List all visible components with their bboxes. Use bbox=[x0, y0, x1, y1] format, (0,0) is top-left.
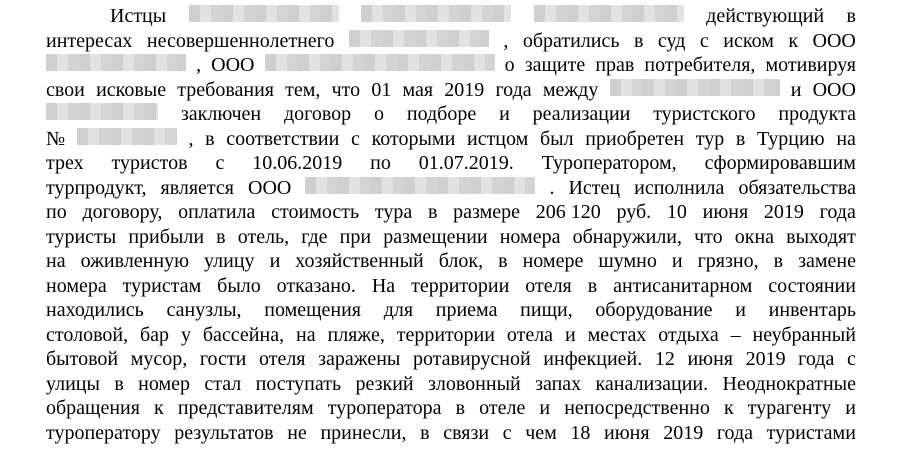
word: пищи, bbox=[520, 299, 573, 321]
word: 12 bbox=[654, 348, 675, 370]
word: в bbox=[216, 225, 226, 248]
word: к bbox=[723, 397, 734, 419]
word: и bbox=[269, 250, 281, 272]
word: туристами bbox=[766, 421, 856, 444]
word: пляже, bbox=[327, 323, 385, 346]
word: соответствии bbox=[226, 127, 340, 150]
word: действующий bbox=[706, 5, 825, 27]
word: находились bbox=[46, 299, 144, 321]
word: отеля bbox=[525, 274, 572, 297]
word: требования bbox=[177, 78, 274, 101]
word: истцом bbox=[466, 127, 529, 150]
word: 2019 bbox=[745, 348, 786, 370]
word: территории bbox=[396, 323, 495, 346]
word: турпродукт, bbox=[46, 176, 147, 199]
text-line bbox=[46, 372, 856, 397]
word: к bbox=[788, 29, 799, 52]
word: для bbox=[383, 299, 414, 321]
word: иском bbox=[723, 29, 774, 52]
word: отела bbox=[506, 323, 554, 346]
word: туристам bbox=[122, 274, 202, 297]
word: июня bbox=[687, 348, 733, 370]
word: в bbox=[773, 250, 784, 272]
word: и bbox=[564, 323, 576, 346]
word: , bbox=[503, 29, 509, 52]
text-line bbox=[46, 53, 856, 78]
word: состоянии bbox=[768, 274, 856, 297]
word: в bbox=[427, 201, 438, 223]
word: туристского bbox=[653, 103, 756, 125]
word: отказано. bbox=[276, 274, 356, 297]
word: результатов bbox=[174, 421, 274, 444]
word: на bbox=[836, 127, 856, 150]
word: оживленную bbox=[80, 250, 190, 272]
word: и bbox=[790, 78, 802, 101]
word: 01 bbox=[371, 78, 392, 101]
redacted-block bbox=[265, 54, 495, 71]
word: грязно, bbox=[697, 250, 759, 272]
word: территории bbox=[411, 274, 510, 297]
word: прав bbox=[595, 54, 635, 76]
word: бытовой bbox=[46, 348, 119, 370]
word: в bbox=[846, 5, 856, 27]
word: был bbox=[539, 127, 574, 150]
word: бар bbox=[140, 323, 170, 346]
word: в bbox=[420, 421, 430, 444]
word: года bbox=[819, 201, 856, 223]
word: года bbox=[495, 78, 532, 101]
word: размере bbox=[453, 201, 521, 223]
word: принесли, bbox=[320, 421, 407, 444]
word: 2019 bbox=[763, 201, 804, 223]
word: – bbox=[730, 323, 741, 346]
word: номера bbox=[46, 274, 107, 297]
word: договор bbox=[283, 103, 352, 125]
word: 206 120 bbox=[535, 201, 601, 223]
word: и bbox=[499, 103, 510, 125]
word: инфекцией. bbox=[543, 348, 643, 370]
word: 10 bbox=[666, 201, 687, 223]
word: 2019 bbox=[444, 78, 485, 101]
word: представителям bbox=[177, 397, 314, 419]
word: года bbox=[716, 421, 754, 444]
text-line bbox=[46, 323, 856, 348]
word: отеле bbox=[479, 397, 526, 419]
word: с bbox=[502, 421, 512, 444]
word: свои bbox=[46, 78, 85, 101]
word: турагенту bbox=[747, 397, 832, 419]
redacted-block bbox=[77, 128, 177, 145]
text-line bbox=[46, 29, 856, 54]
redacted-block bbox=[189, 5, 339, 22]
word: оборудование bbox=[595, 299, 713, 321]
text-line bbox=[46, 225, 856, 250]
word: трех bbox=[46, 152, 84, 174]
word: , bbox=[196, 54, 202, 76]
word: обращения bbox=[46, 397, 140, 419]
word: июня bbox=[604, 421, 650, 444]
word: обратились bbox=[522, 29, 620, 52]
word: обязательства bbox=[738, 176, 856, 199]
word: бассейна, bbox=[202, 323, 285, 346]
word: туроператора bbox=[327, 397, 442, 419]
text-line bbox=[46, 176, 856, 201]
word: и bbox=[845, 397, 856, 419]
word: неубранный bbox=[752, 323, 856, 346]
text-line bbox=[46, 421, 856, 446]
word: 2019 bbox=[663, 421, 704, 444]
word: руб. bbox=[616, 201, 652, 223]
word: местах bbox=[587, 323, 647, 346]
word: поступать bbox=[255, 372, 342, 395]
word: с bbox=[351, 127, 360, 150]
redacted-block bbox=[46, 54, 186, 71]
redacted-block bbox=[46, 103, 158, 120]
word: чем bbox=[525, 421, 557, 444]
text-line bbox=[46, 102, 856, 127]
word: туристов bbox=[111, 152, 188, 174]
word: . bbox=[549, 176, 555, 199]
word: зловонный bbox=[427, 372, 521, 395]
word: Неоднократные bbox=[722, 372, 856, 395]
word: реализации bbox=[532, 103, 631, 125]
word: обнаружили, bbox=[572, 225, 682, 248]
redacted-block bbox=[349, 30, 489, 47]
word: по bbox=[46, 201, 67, 223]
word: шумно bbox=[598, 250, 657, 272]
word: что bbox=[331, 78, 361, 101]
word: прибыли bbox=[128, 225, 205, 248]
word: улицы bbox=[46, 372, 100, 395]
word: запах bbox=[535, 372, 582, 395]
word: в bbox=[455, 397, 466, 419]
word: На bbox=[371, 274, 396, 297]
word: продукта bbox=[778, 103, 856, 125]
word: № bbox=[46, 127, 66, 150]
word: в bbox=[205, 127, 215, 150]
word: и bbox=[735, 299, 746, 321]
word: помещения bbox=[264, 299, 361, 321]
word: отеля bbox=[258, 348, 306, 370]
word: отель, bbox=[237, 225, 290, 248]
word: тура bbox=[374, 201, 413, 223]
word: в bbox=[633, 29, 644, 52]
text-line bbox=[46, 127, 856, 152]
word: в bbox=[735, 127, 746, 150]
word: инвентарь bbox=[768, 299, 856, 321]
word: несовершеннолетнего bbox=[146, 29, 335, 52]
word: санузлы, bbox=[166, 299, 242, 321]
word: ротавирусной bbox=[412, 348, 531, 370]
word: размещении bbox=[383, 225, 488, 248]
word: по bbox=[370, 152, 391, 174]
word: туроператору bbox=[46, 421, 161, 444]
word: хозяйственный bbox=[295, 250, 424, 272]
word: номер bbox=[138, 372, 190, 395]
redacted-block bbox=[305, 177, 535, 194]
word: ООО bbox=[248, 176, 292, 199]
word: июня bbox=[702, 201, 749, 223]
word: заключен bbox=[180, 103, 262, 125]
word: интересах bbox=[46, 29, 133, 52]
word: оплатила bbox=[178, 201, 256, 223]
word: туристы bbox=[46, 225, 117, 248]
word: в bbox=[587, 274, 598, 297]
text-line bbox=[46, 4, 856, 29]
word: Истцы bbox=[110, 5, 167, 27]
word: в bbox=[498, 250, 508, 272]
text-line bbox=[46, 396, 856, 421]
word: Туроператором, bbox=[541, 152, 677, 174]
word: между bbox=[542, 78, 599, 101]
word: было bbox=[217, 274, 261, 297]
word: стоимость bbox=[271, 201, 360, 223]
word: 01.07.2019. bbox=[418, 152, 514, 174]
word: заражены bbox=[318, 348, 401, 370]
word: не bbox=[287, 421, 307, 444]
word: тур bbox=[695, 127, 725, 150]
word: является bbox=[160, 176, 234, 199]
word: номере bbox=[522, 250, 584, 272]
text-line bbox=[46, 347, 856, 372]
word: о bbox=[504, 54, 515, 76]
document-body bbox=[46, 4, 856, 445]
text-line bbox=[46, 274, 856, 299]
word: Турцию bbox=[757, 127, 825, 150]
word: с bbox=[846, 348, 856, 370]
word: к bbox=[154, 397, 164, 419]
word: которыми bbox=[371, 127, 456, 150]
word: Истец bbox=[568, 176, 621, 199]
redacted-block bbox=[534, 5, 684, 22]
word: мая bbox=[402, 78, 434, 101]
word: потребителя, bbox=[644, 54, 756, 76]
word: исковые bbox=[96, 78, 167, 101]
word: замене bbox=[798, 250, 856, 272]
word: тем, bbox=[285, 78, 321, 101]
word: 18 bbox=[570, 421, 591, 444]
word: сформировавшим bbox=[704, 152, 856, 174]
word: столовой, bbox=[46, 323, 129, 346]
word: приема bbox=[435, 299, 498, 321]
word: на bbox=[296, 323, 316, 346]
word: подборе bbox=[406, 103, 477, 125]
word: ООО bbox=[211, 54, 255, 76]
word: стал bbox=[204, 372, 242, 395]
word: при bbox=[339, 225, 372, 248]
word: о bbox=[374, 103, 385, 125]
word: канализации. bbox=[595, 372, 709, 395]
word: и bbox=[671, 250, 683, 272]
word: 10.06.2019 bbox=[252, 152, 343, 174]
word: резкий bbox=[355, 372, 414, 395]
word: блок, bbox=[438, 250, 484, 272]
text-line bbox=[46, 200, 856, 225]
word: что bbox=[694, 225, 723, 248]
text-line bbox=[46, 249, 856, 274]
word: защите bbox=[524, 54, 586, 76]
redacted-block bbox=[610, 79, 780, 96]
redacted-block bbox=[361, 5, 511, 22]
word: приобретен bbox=[585, 127, 685, 150]
word: суд bbox=[657, 29, 686, 52]
word: связи bbox=[443, 421, 490, 444]
word: гости bbox=[199, 348, 247, 370]
word: непосредственно bbox=[564, 397, 710, 419]
word: и bbox=[539, 397, 551, 419]
word: в bbox=[114, 372, 124, 395]
word: , bbox=[188, 127, 194, 150]
word: с bbox=[215, 152, 225, 174]
word: номера bbox=[499, 225, 561, 248]
word: антисанитарном bbox=[613, 274, 753, 297]
word: улицу bbox=[204, 250, 255, 272]
text-line bbox=[46, 298, 856, 323]
word: ООО bbox=[812, 78, 856, 101]
word: договору, bbox=[82, 201, 163, 223]
word: исполнила bbox=[634, 176, 725, 199]
word: у bbox=[180, 323, 191, 346]
word: окна bbox=[734, 225, 775, 248]
word: где bbox=[301, 225, 328, 248]
word: мусор, bbox=[130, 348, 188, 370]
word: года bbox=[798, 348, 835, 370]
word: выходят bbox=[786, 225, 856, 248]
word: с bbox=[699, 29, 709, 52]
word: ООО bbox=[812, 29, 856, 52]
word: мотивируя bbox=[765, 54, 856, 76]
text-line bbox=[46, 151, 856, 176]
word: на bbox=[46, 250, 66, 272]
text-line bbox=[46, 78, 856, 103]
word: отдыха bbox=[658, 323, 719, 346]
